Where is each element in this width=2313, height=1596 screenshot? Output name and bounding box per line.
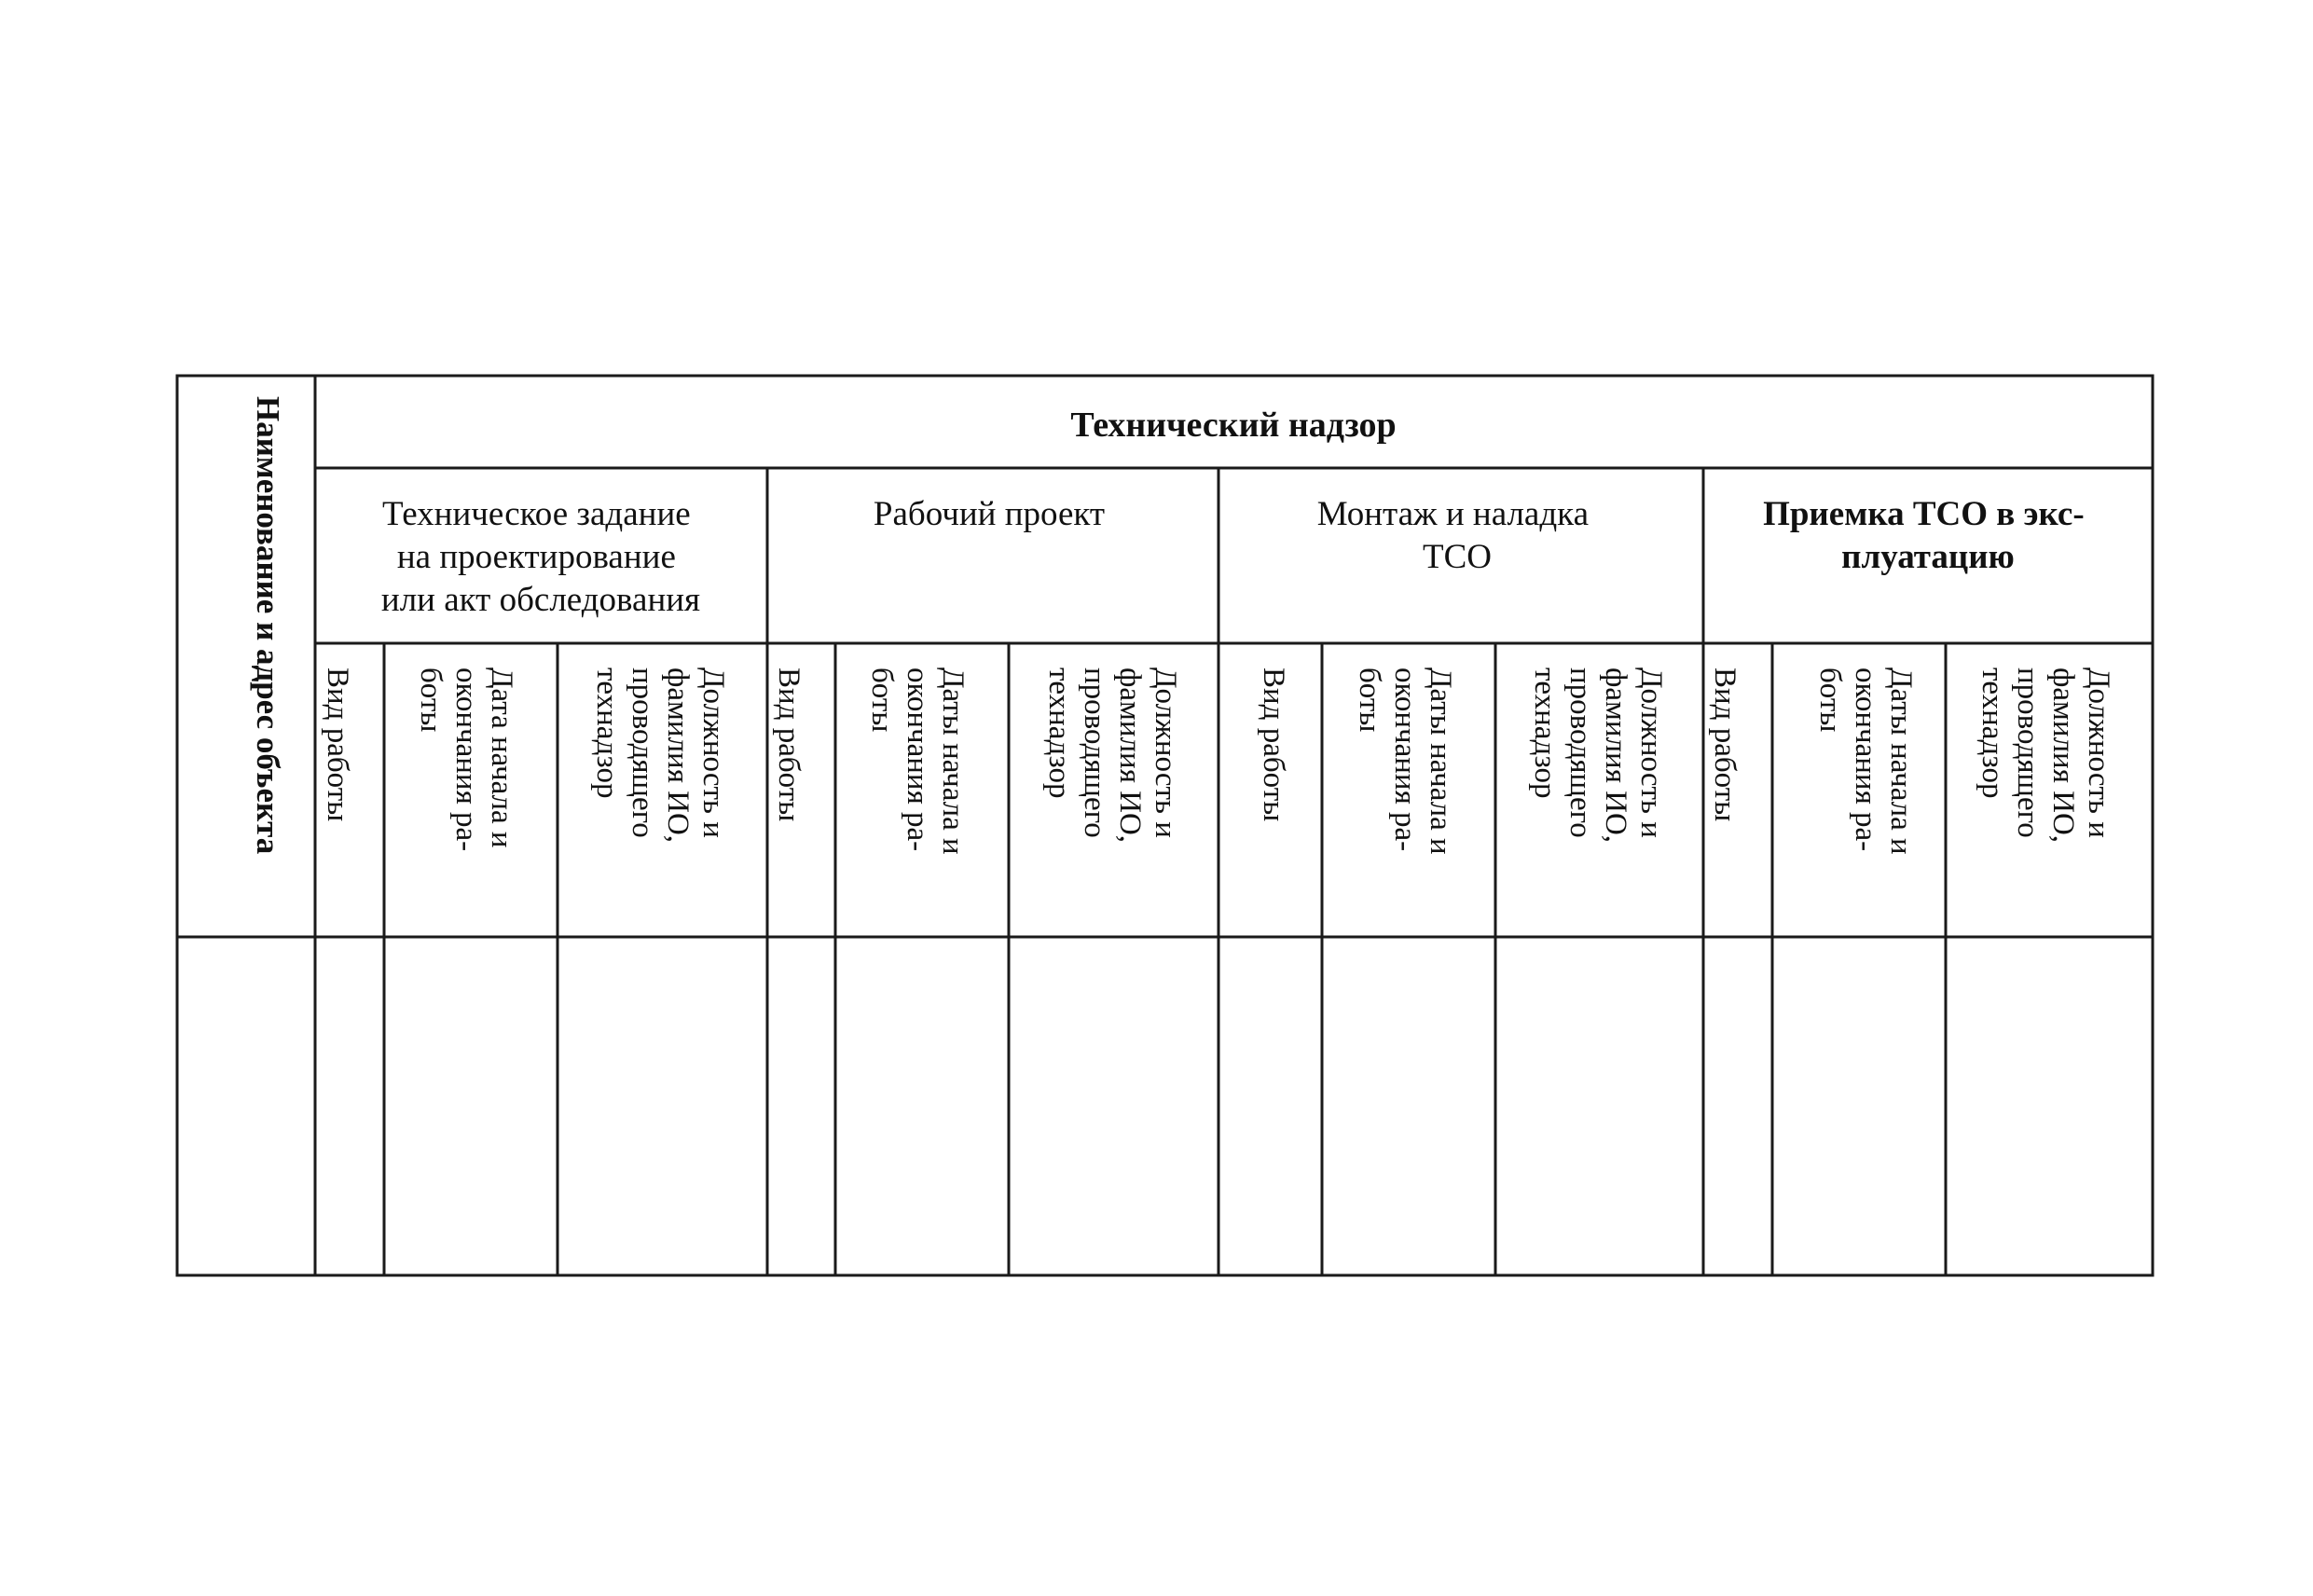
column-header-line: Должность и (1634, 667, 1668, 838)
column-header-dates (414, 667, 518, 859)
group-header-line: плуатацию (1841, 538, 2015, 576)
column-header-line: окончания ра- (901, 667, 934, 852)
column-header-inspector (1528, 667, 1668, 850)
column-header-line: боты (414, 667, 447, 733)
table-title: Технический надзор (1070, 406, 1397, 445)
column-header-line: Даты начала и (1424, 667, 1457, 855)
column-header-line: проводящего (626, 667, 659, 838)
column-header-line: боты (1353, 667, 1386, 733)
group-header-line: Техническое задание (382, 495, 691, 533)
column-header-line: Должность и (2082, 667, 2115, 838)
column-header-work-type (1257, 667, 1290, 821)
group-header-line: на проектирование (396, 538, 676, 576)
column-header-line: проводящего (2011, 667, 2045, 838)
group-header-line: Приемка ТСО в экс- (1763, 495, 2085, 533)
group-header-3 (1763, 495, 2093, 576)
group-header-line: ТСО (1423, 538, 1492, 576)
column-header-work-type (772, 667, 805, 821)
column-header-line: окончания ра- (1849, 667, 1882, 852)
column-header-inspector (590, 667, 730, 850)
column-header-line: Даты начала и (1884, 667, 1918, 855)
column-header-dates (1813, 667, 1918, 862)
row-header-label: Наименование и адрес объекта (250, 396, 286, 855)
column-header-line: технадзор (590, 667, 624, 799)
column-header-line: Дата начала и (485, 667, 518, 848)
column-header-line: Даты начала и (936, 667, 970, 855)
group-header-2 (1317, 495, 1598, 576)
column-header-line: фамилия ИО, (661, 667, 695, 844)
group-header-line: Рабочий проект (873, 495, 1106, 533)
column-header-line: Вид работы (1708, 667, 1742, 822)
column-header-line: боты (865, 667, 899, 733)
column-header-line: Должность и (1149, 667, 1182, 838)
group-header-line: или акт обследования (380, 581, 701, 619)
column-header-line: технадзор (1976, 667, 2009, 799)
column-header-inspector (1976, 667, 2115, 850)
column-header-line: проводящего (1563, 667, 1597, 838)
column-header-line: окончания ра- (449, 667, 483, 852)
column-header-line: фамилия ИО, (1113, 667, 1147, 844)
group-header-line: Монтаж и наладка (1316, 495, 1590, 533)
column-header-work-type (321, 667, 354, 821)
column-header-line: Вид работы (321, 667, 354, 822)
group-header-0 (381, 495, 700, 619)
group-header-1 (874, 495, 1105, 533)
column-header-work-type (1708, 667, 1742, 821)
column-header-line: проводящего (1078, 667, 1111, 838)
column-header-dates (1353, 667, 1457, 862)
column-header-inspector (1042, 667, 1182, 850)
column-header-line: технадзор (1528, 667, 1562, 799)
column-header-dates (865, 667, 970, 862)
column-header-line: технадзор (1042, 667, 1076, 799)
column-header-line: Вид работы (772, 667, 805, 822)
column-header-line: боты (1813, 667, 1847, 733)
column-header-line: фамилия ИО, (2046, 667, 2080, 844)
column-header-line: фамилия ИО, (1599, 667, 1632, 844)
column-header-line: Должность и (696, 667, 730, 838)
column-header-line: Вид работы (1257, 667, 1290, 822)
column-header-line: окончания ра- (1388, 667, 1422, 852)
